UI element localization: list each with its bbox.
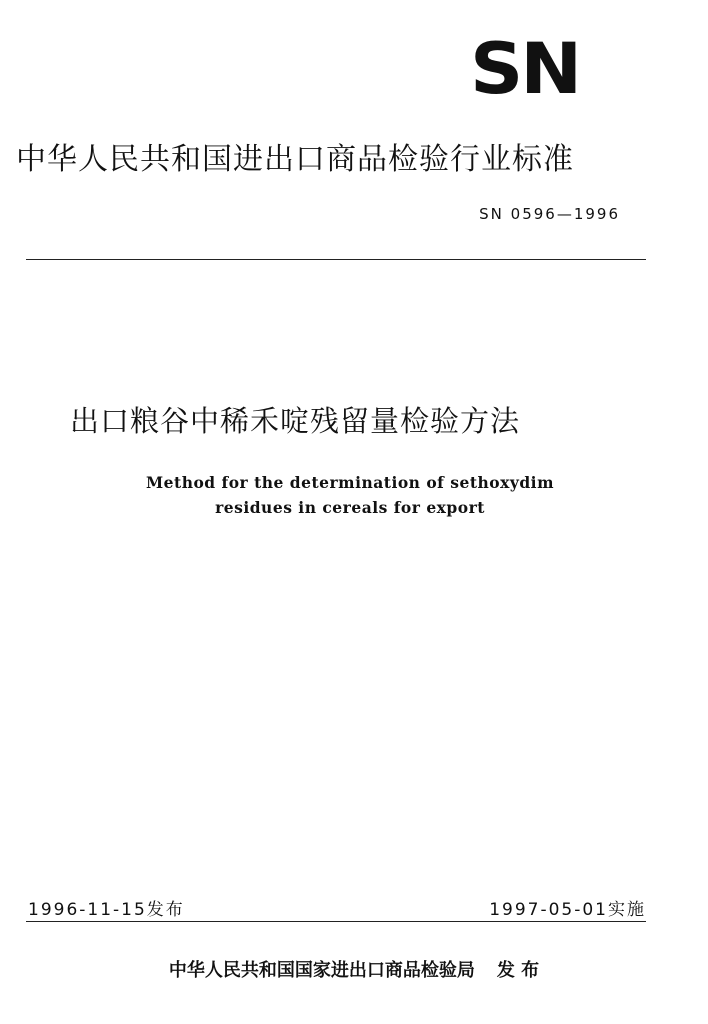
- effective-date: 1997-05-01实施: [489, 900, 646, 920]
- document-title-en-line1: Method for the determination of sethoxydim: [146, 473, 554, 492]
- publisher-action: 发 布: [496, 960, 540, 981]
- document-title-en-line2: residues in cereals for export: [215, 498, 485, 517]
- sn-logo: SN: [470, 28, 580, 110]
- document-title-en: [80, 470, 620, 520]
- publisher-line: [60, 958, 648, 984]
- industry-standard-title: 中华人民共和国进出口商品检验行业标准: [16, 142, 574, 177]
- publisher-name: 中华人民共和国国家进出口商品检验局: [168, 960, 475, 981]
- top-divider: [26, 259, 646, 260]
- standard-number: SN 0596—1996: [479, 205, 620, 223]
- document-title-zh: 出口粮谷中稀禾啶残留量检验方法: [70, 404, 521, 438]
- issue-date: 1996-11-15发布: [28, 900, 185, 920]
- bottom-divider: [26, 921, 646, 922]
